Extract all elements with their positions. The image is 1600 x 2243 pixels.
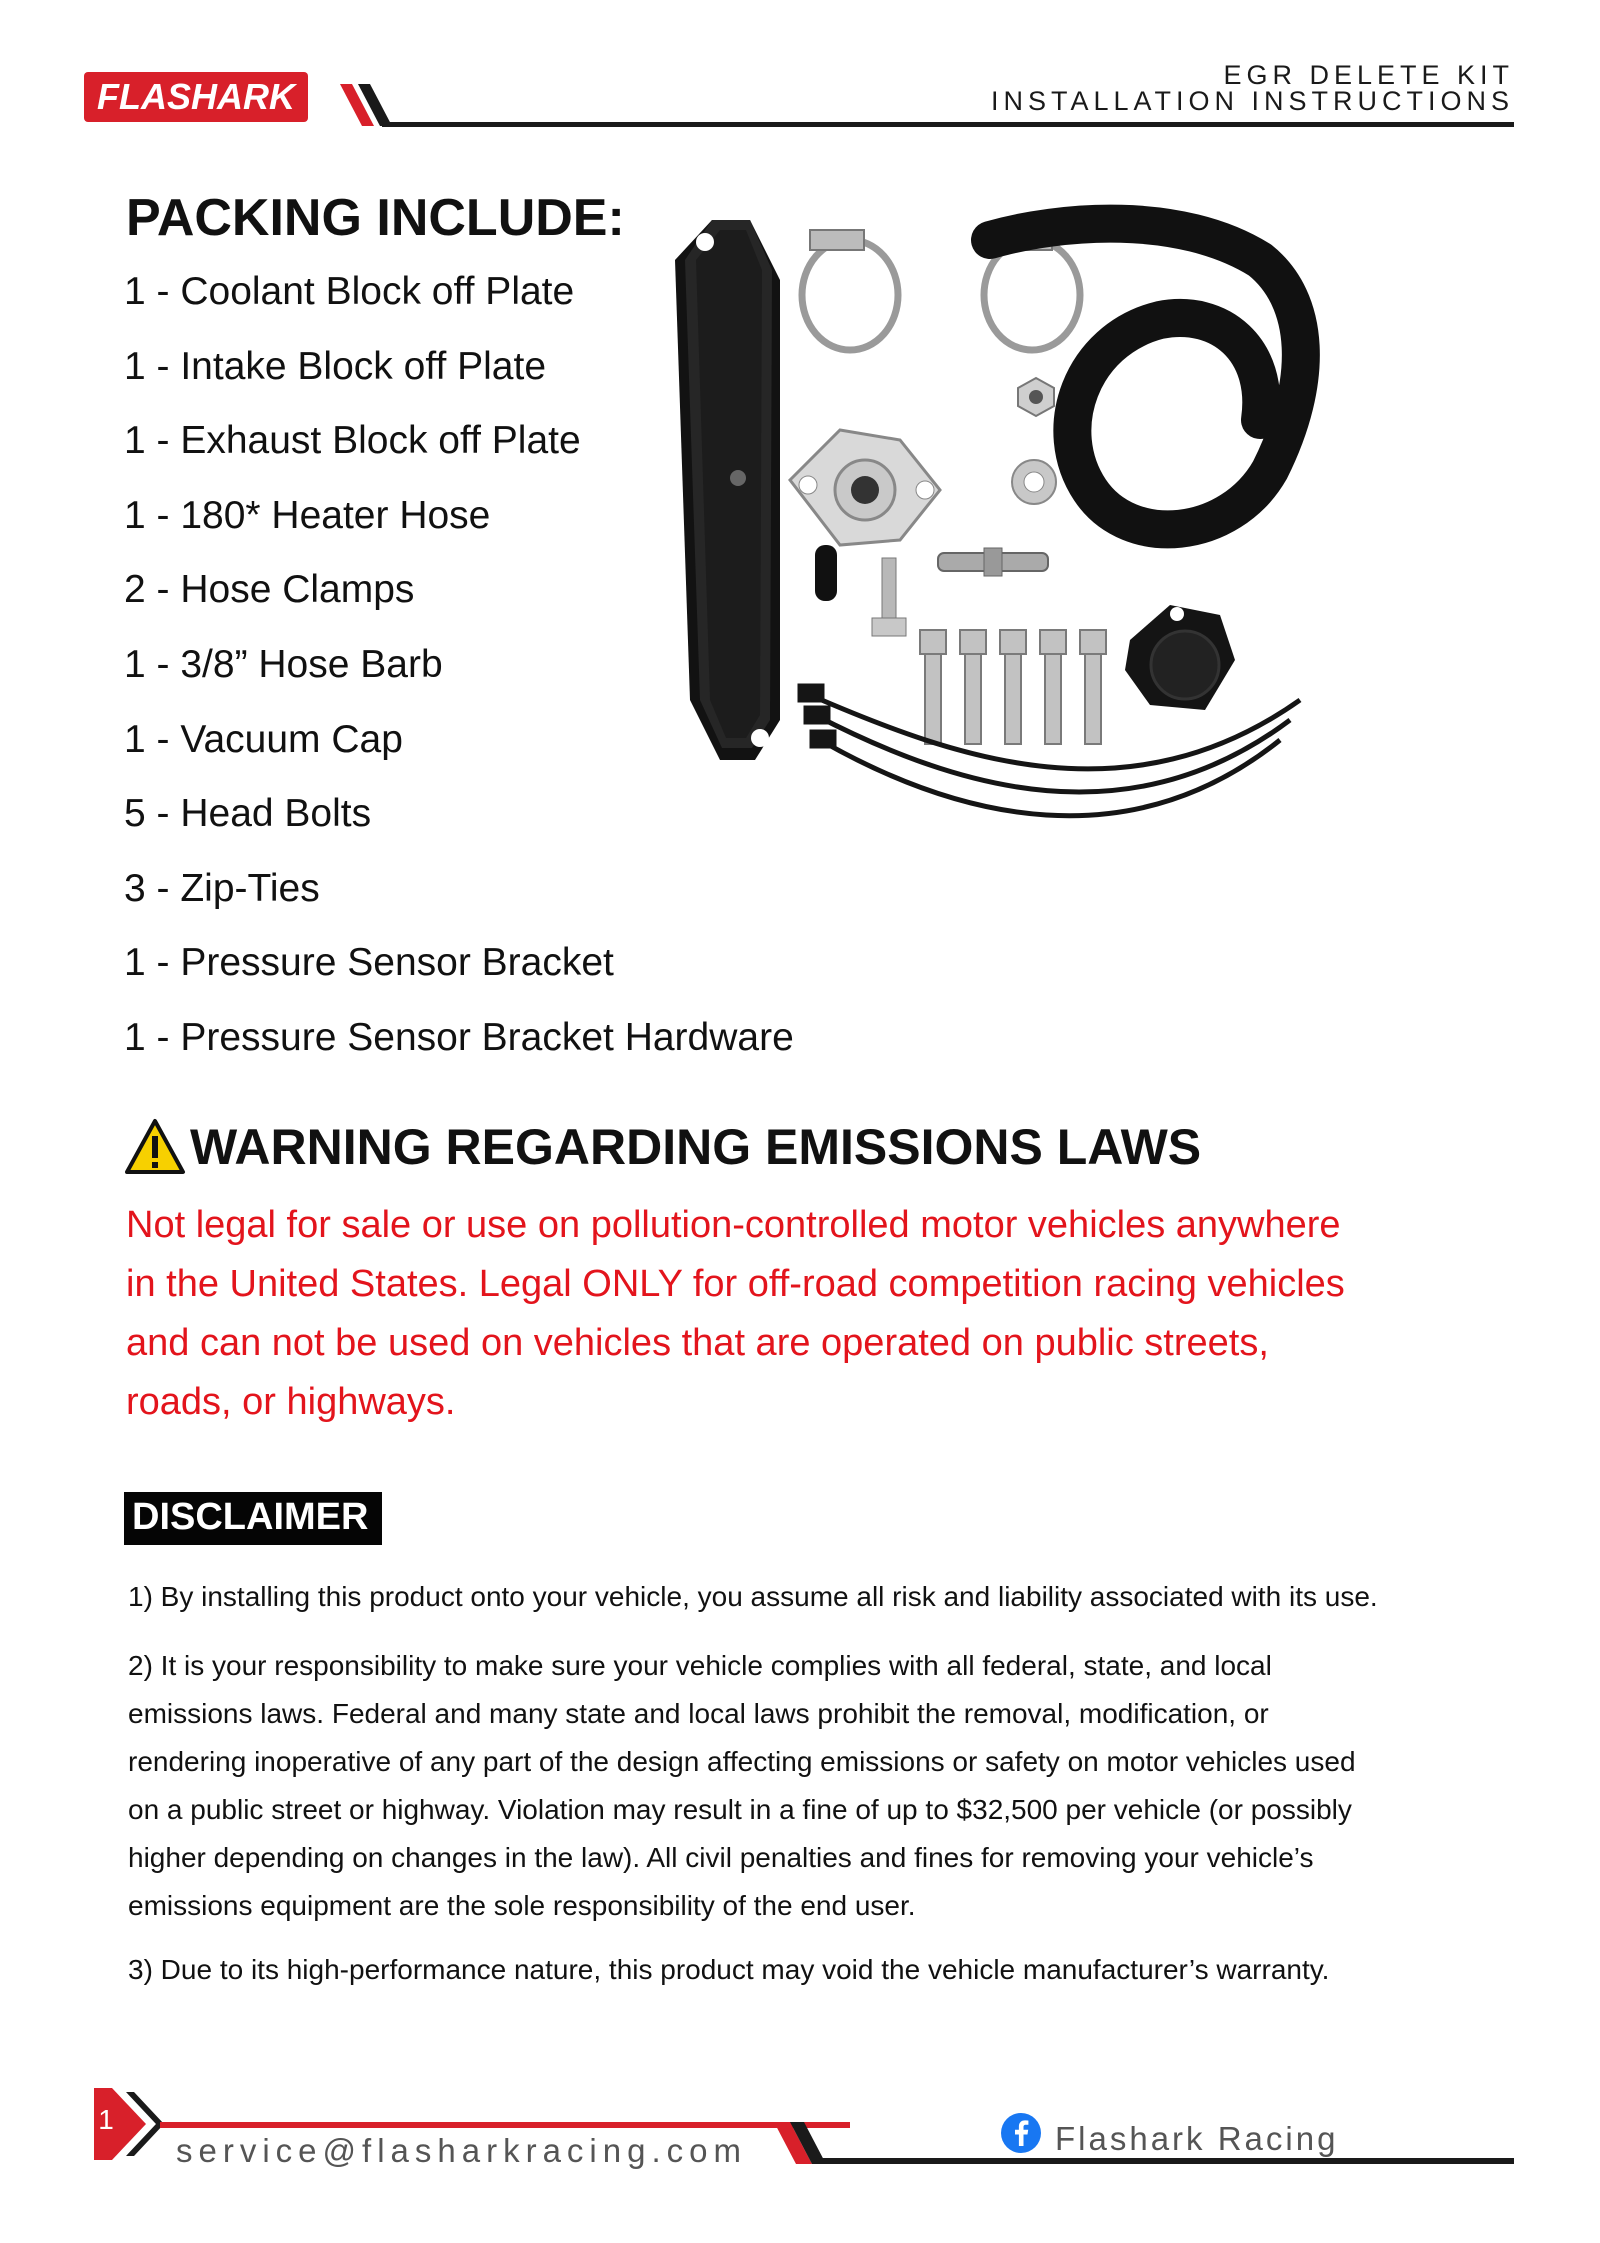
disclaimer-heading: DISCLAIMER [124, 1492, 382, 1545]
packing-item: 1 - 180* Heater Hose [124, 493, 491, 537]
packing-item: 1 - Pressure Sensor Bracket [124, 941, 614, 985]
warning-line: and can not be used on vehicles that are operated on public streets, [126, 1322, 1269, 1364]
warning-text [126, 1196, 1536, 1432]
packing-item: 3 - Zip-Ties [124, 866, 320, 910]
disclaimer-line: higher depending on changes in the law). All civil penalties and fines for removing your vehicle’s [128, 1842, 1314, 1873]
facebook-page-name[interactable]: Flashark Racing [1055, 2120, 1339, 2157]
warning-line: roads, or highways. [126, 1381, 456, 1423]
packing-heading: PACKING INCLUDE: [126, 189, 625, 247]
disclaimer-line: emissions equipment are the sole responsibility of the end user. [128, 1890, 916, 1921]
disclaimer-paragraph-3: 3) Due to its high-performance nature, this product may void the vehicle manufacturer’s warranty. [128, 1954, 1330, 1985]
warning-heading [124, 1118, 1201, 1176]
facebook-icon [1000, 2112, 1042, 2154]
footer-email[interactable]: service@flasharkracing.com [176, 2132, 747, 2169]
warning-line: in the United States. Legal ONLY for off-road competition racing vehicles [126, 1263, 1345, 1305]
nut-and-washer [1012, 378, 1056, 504]
page-number: 1 [98, 2104, 114, 2135]
packing-item: 1 - Exhaust Block off Plate [124, 419, 581, 463]
product-kit-photo [660, 200, 1320, 880]
intake-block-off-plate [675, 220, 780, 760]
warning-line: Not legal for sale or use on pollution-controlled motor vehicles anywhere [126, 1204, 1341, 1246]
vacuum-cap [815, 545, 837, 601]
header-line [382, 122, 1514, 127]
disclaimer-line: emissions laws. Federal and many state and local laws prohibit the removal, modification, or [128, 1698, 1269, 1729]
disclaimer-line: on a public street or highway. Violation may result in a fine of up to $32,500 per vehicle (or possibly [128, 1794, 1352, 1825]
footer-black-line [820, 2158, 1514, 2164]
disclaimer-paragraph-2 [128, 1642, 1508, 1930]
warning-triangle-icon [124, 1118, 186, 1176]
hose-barb [938, 548, 1048, 576]
packing-item: 1 - 3/8” Hose Barb [124, 642, 443, 686]
coolant-block-off-plate [790, 430, 940, 545]
packing-item: 5 - Head Bolts [124, 792, 372, 836]
packing-item: 1 - Vacuum Cap [124, 717, 403, 761]
document-title [991, 62, 1514, 114]
packing-item: 1 - Pressure Sensor Bracket Hardware [124, 1015, 794, 1059]
brand-logo: FLASHARK [84, 72, 308, 122]
packing-item: 2 - Hose Clamps [124, 568, 415, 612]
disclaimer-line: rendering inoperative of any part of the design affecting emissions or safety on motor vehicles used [128, 1746, 1356, 1777]
footer-red-line [160, 2122, 850, 2128]
disclaimer-paragraph-1: 1) By installing this product onto your vehicle, you assume all risk and liability associated with its use. [128, 1581, 1378, 1612]
title-line-1: EGR DELETE KIT [1223, 60, 1514, 90]
exhaust-block-off-plate [1125, 605, 1235, 710]
disclaimer-line: 2) It is your responsibility to make sure your vehicle complies with all federal, state, and local [128, 1650, 1272, 1681]
bracket-bolt [872, 558, 906, 636]
warning-title: WARNING REGARDING EMISSIONS LAWS [190, 1119, 1202, 1175]
packing-item: 1 - Coolant Block off Plate [124, 270, 575, 313]
title-line-2: INSTALLATION INSTRUCTIONS [990, 86, 1514, 116]
packing-item: 1 - Intake Block off Plate [124, 344, 547, 388]
head-bolts [920, 630, 1106, 744]
